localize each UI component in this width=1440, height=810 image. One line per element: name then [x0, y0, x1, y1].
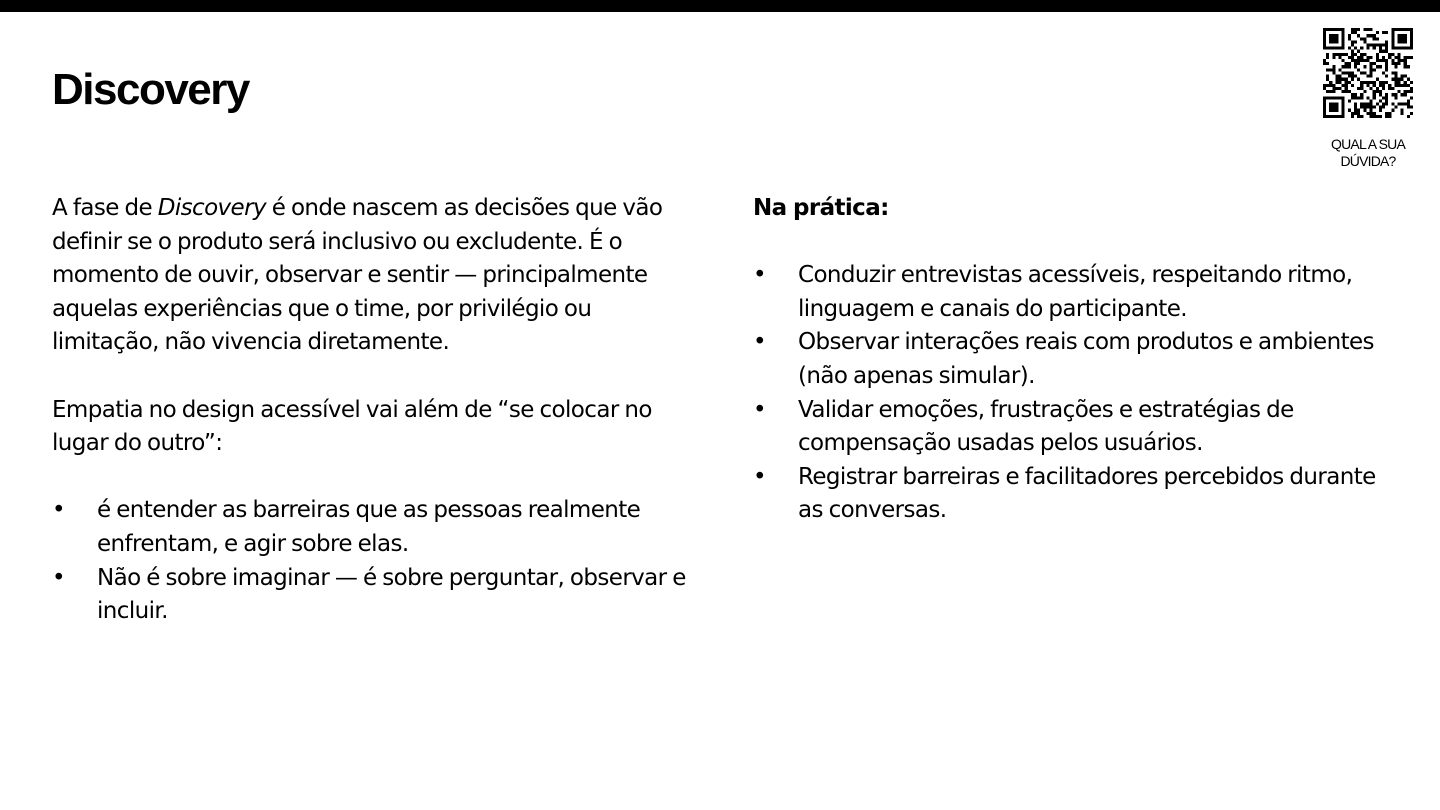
- intro-emphasis: Discovery: [157, 195, 266, 221]
- bullet-icon: •: [753, 396, 766, 423]
- list-item-text: é entender as barreiras que as pessoas realmente enfrentam, e agir sobre elas.: [97, 497, 641, 557]
- left-bullet-list: [52, 494, 692, 628]
- qr-caption-line-1: QUAL A SUA: [1331, 136, 1405, 152]
- list-item-text: Validar emoções, frustrações e estratégias de compensação usadas pelos usuários.: [798, 396, 1294, 457]
- list-item-text: Conduzir entrevistas acessíveis, respeitando ritmo, linguagem e canais do participante.: [798, 262, 1353, 322]
- left-column: [52, 192, 692, 629]
- qr-caption-line-2: DÚVIDA?: [1340, 153, 1396, 169]
- top-bar: [0, 0, 1440, 12]
- right-bullet-list: [753, 259, 1393, 528]
- list-item: [753, 461, 1393, 528]
- list-item: [753, 394, 1393, 461]
- practice-heading: Na prática:: [753, 195, 889, 221]
- empathy-paragraph: Empatia no design acessível vai além de “se colocar no lugar do outro”:: [52, 396, 652, 457]
- list-item-text: Registrar barreiras e facilitadores percebidos durante as conversas.: [798, 463, 1376, 524]
- bullet-icon: •: [52, 497, 65, 524]
- list-item-text: Observar interações reais com produtos e ambientes (não apenas simular).: [798, 329, 1374, 389]
- list-item: [753, 259, 1393, 326]
- bullet-icon: •: [753, 329, 766, 356]
- slide-title: Discovery: [52, 65, 249, 114]
- bullet-icon: •: [753, 262, 766, 289]
- intro-paragraph: [52, 192, 692, 360]
- qr-block: [1318, 28, 1418, 170]
- right-column: [753, 192, 1393, 528]
- qr-code-icon: [1323, 28, 1413, 118]
- bullet-icon: •: [52, 564, 65, 591]
- list-item: [753, 326, 1393, 393]
- qr-caption: [1318, 136, 1418, 170]
- intro-text-start: A fase de: [52, 195, 158, 221]
- bullet-icon: •: [753, 463, 766, 490]
- list-item-text: Não é sobre imaginar — é sobre perguntar, observar e incluir.: [97, 564, 686, 625]
- list-item: [52, 494, 692, 561]
- list-item: [52, 562, 692, 629]
- intro-text-end: é onde nascem as decisões que vão definir se o produto será inclusivo ou excludente. É o momento de ouvir, observar e sentir — principalmente aquelas experiências que o time, por privilégio ou limitação, não vivencia diretamente.: [52, 195, 663, 356]
